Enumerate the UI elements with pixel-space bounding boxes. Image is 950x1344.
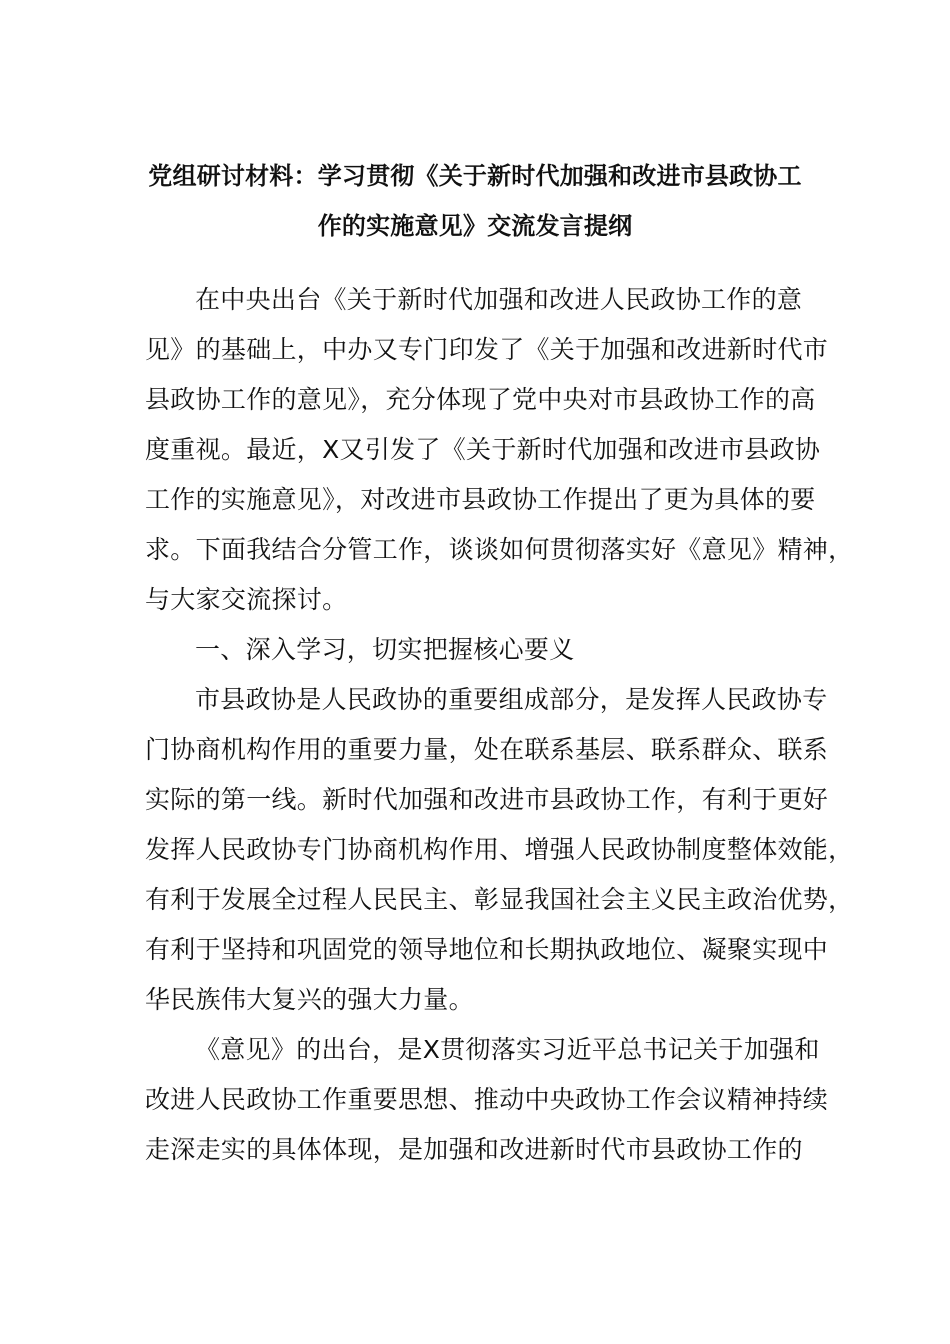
body-line: 市县政协是人民政协的重要组成部分，是发挥人民政协专 (195, 685, 828, 714)
body-line: 工作的实施意见》，对改进市县政协工作提出了更为具体的要 (145, 485, 816, 514)
body-line: 发挥人民政协专门协商机构作用、增强人民政协制度整体效能， (145, 835, 854, 864)
body-line: 华民族伟大复兴的强大力量。 (145, 985, 474, 1014)
body-line: 门协商机构作用的重要力量，处在联系基层、联系群众、联系 (145, 735, 829, 764)
body-line: 在中央出台《关于新时代加强和改进人民政协工作的意 (195, 285, 803, 314)
body-line: 度重视。最近，X又引发了《关于新时代加强和改进市县政协 (145, 435, 821, 464)
body-line: 实际的第一线。新时代加强和改进市县政协工作，有利于更好 (145, 785, 829, 814)
body-line: 县政协工作的意见》，充分体现了党中央对市县政协工作的高 (145, 385, 816, 414)
document-title-line-2: 作的实施意见》交流发言提纲 (317, 212, 633, 240)
body-line: 与大家交流探讨。 (145, 585, 348, 614)
section-heading: 一、深入学习，切实把握核心要义 (195, 635, 575, 664)
body-line: 走深走实的具体体现，是加强和改进新时代市县政协工作的 (145, 1135, 803, 1164)
body-line: 求。下面我结合分管工作，谈谈如何贯彻落实好《意见》精神， (145, 535, 854, 564)
body-line: 有利于发展全过程人民民主、彰显我国社会主义民主政治优势， (145, 885, 854, 914)
body-line: 见》的基础上，中办又专门印发了《关于加强和改进新时代市 (145, 335, 829, 364)
body-line: 《意见》的出台，是X贯彻落实习近平总书记关于加强和 (195, 1035, 820, 1064)
body-line: 改进人民政协工作重要思想、推动中央政协工作会议精神持续 (145, 1085, 829, 1114)
document-title-line-1: 党组研讨材料：学习贯彻《关于新时代加强和改进市县政协工 (148, 162, 802, 190)
body-line: 有利于坚持和巩固党的领导地位和长期执政地位、凝聚实现中 (145, 935, 829, 964)
